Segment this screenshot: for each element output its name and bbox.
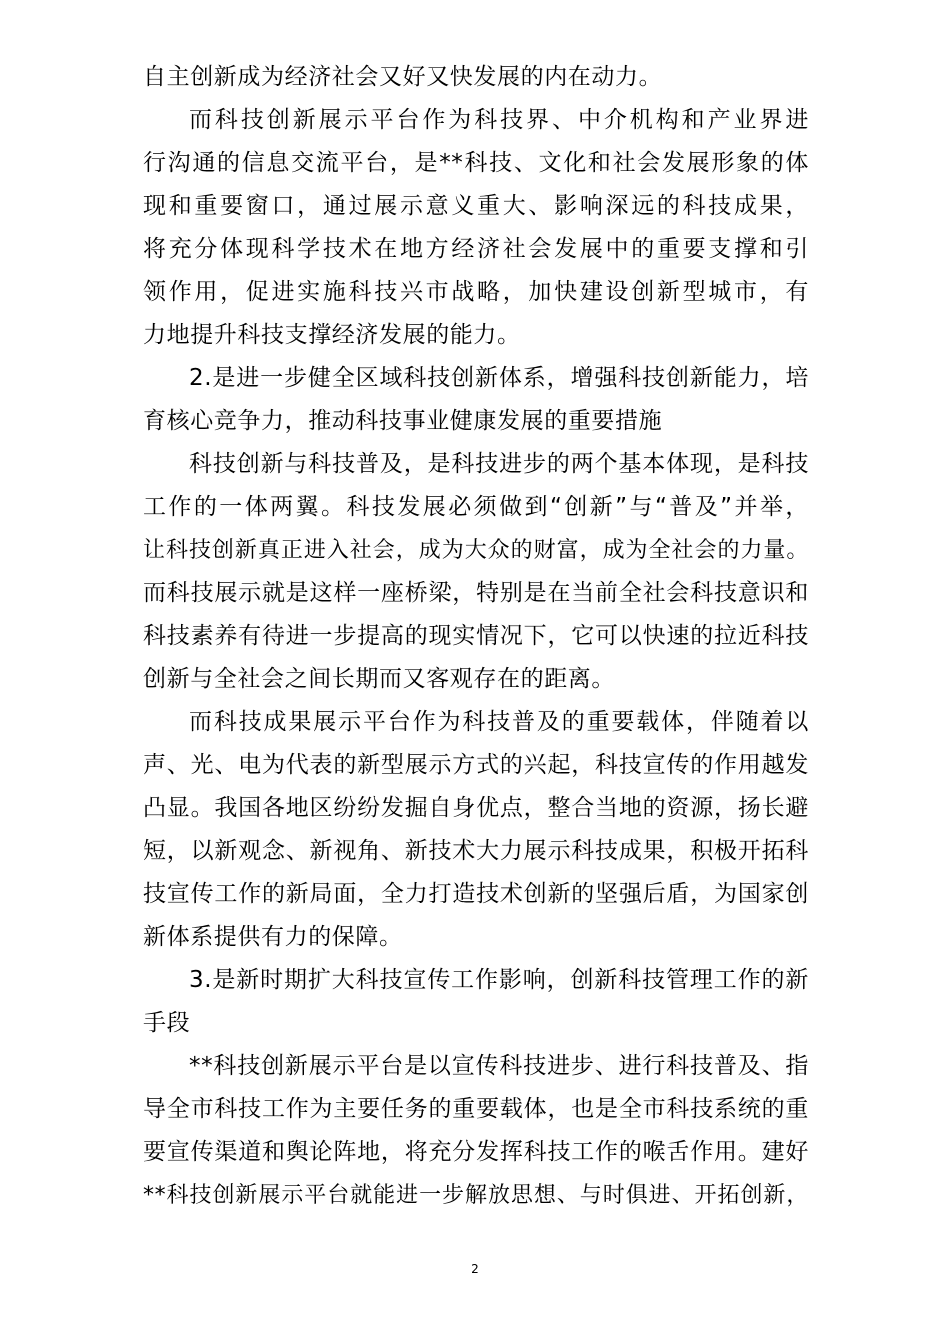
text-line: 将充分体现科学技术在地方经济社会发展中的重要支撑和引 [143, 236, 809, 262]
paragraph-start-line: 而科技成果展示平台作为科技普及的重要载体，伴随着以 [189, 709, 809, 735]
text-line: 声、光、电为代表的新型展示方式的兴起，科技宣传的作用越发 [143, 752, 809, 778]
section-heading-line: 2.是进一步健全区域科技创新体系，增强科技创新能力，培 [189, 365, 809, 391]
text-line: 让科技创新真正进入社会，成为大众的财富，成为全社会的力量。 [143, 538, 809, 563]
text-line: 而科技展示就是这样一座桥梁，特别是在当前全社会科技意识和 [143, 580, 809, 606]
text-line: 凸显。我国各地区纷纷发掘自身优点，整合当地的资源，扬长避 [143, 795, 809, 821]
section-heading-line: 手段 [143, 1010, 191, 1036]
text-line: 要宣传渠道和舆论阵地，将充分发挥科技工作的喉舌作用。建好 [143, 1139, 809, 1165]
text-line: 行沟通的信息交流平台，是**科技、文化和社会发展形象的体 [143, 150, 809, 176]
text-line: 工作的一体两翼。科技发展必须做到“创新”与“普及”并举， [143, 494, 809, 520]
paragraph-start-line: 科技创新与科技普及，是科技进步的两个基本体现，是科技 [189, 451, 809, 477]
text-line: 创新与全社会之间长期而又客观存在的距离。 [143, 666, 615, 692]
text-line: **科技创新展示平台就能进一步解放思想、与时俱进、开拓创新， [143, 1183, 809, 1208]
section-heading-line: 育核心竞争力，推动科技事业健康发展的重要措施 [143, 408, 663, 434]
text-line: 现和重要窗口，通过展示意义重大、影响深远的科技成果， [143, 193, 809, 219]
text-line: 力地提升科技支撑经济发展的能力。 [143, 322, 521, 348]
text-line: 短，以新观念、新视角、新技术大力展示科技成果，积极开拓科 [143, 838, 809, 864]
text-line: 自主创新成为经济社会又好又快发展的内在动力。 [143, 64, 663, 90]
text-line: 科技素养有待进一步提高的现实情况下，它可以快速的拉近科技 [143, 623, 809, 649]
paragraph-start-line: 而科技创新展示平台作为科技界、中介机构和产业界进 [189, 107, 809, 133]
document-body [143, 56, 809, 1217]
text-line: 导全市科技工作为主要任务的重要载体，也是全市科技系统的重 [143, 1096, 809, 1122]
text-line: 技宣传工作的新局面，全力打造技术创新的坚强后盾，为国家创 [143, 881, 809, 907]
page-number: 2 [471, 1262, 479, 1276]
section-heading-line: 3.是新时期扩大科技宣传工作影响，创新科技管理工作的新 [189, 967, 809, 993]
paragraph-start-line: **科技创新展示平台是以宣传科技进步、进行科技普及、指 [189, 1053, 809, 1079]
text-line: 领作用，促进实施科技兴市战略，加快建设创新型城市，有 [143, 279, 809, 305]
text-line: 新体系提供有力的保障。 [143, 924, 403, 950]
